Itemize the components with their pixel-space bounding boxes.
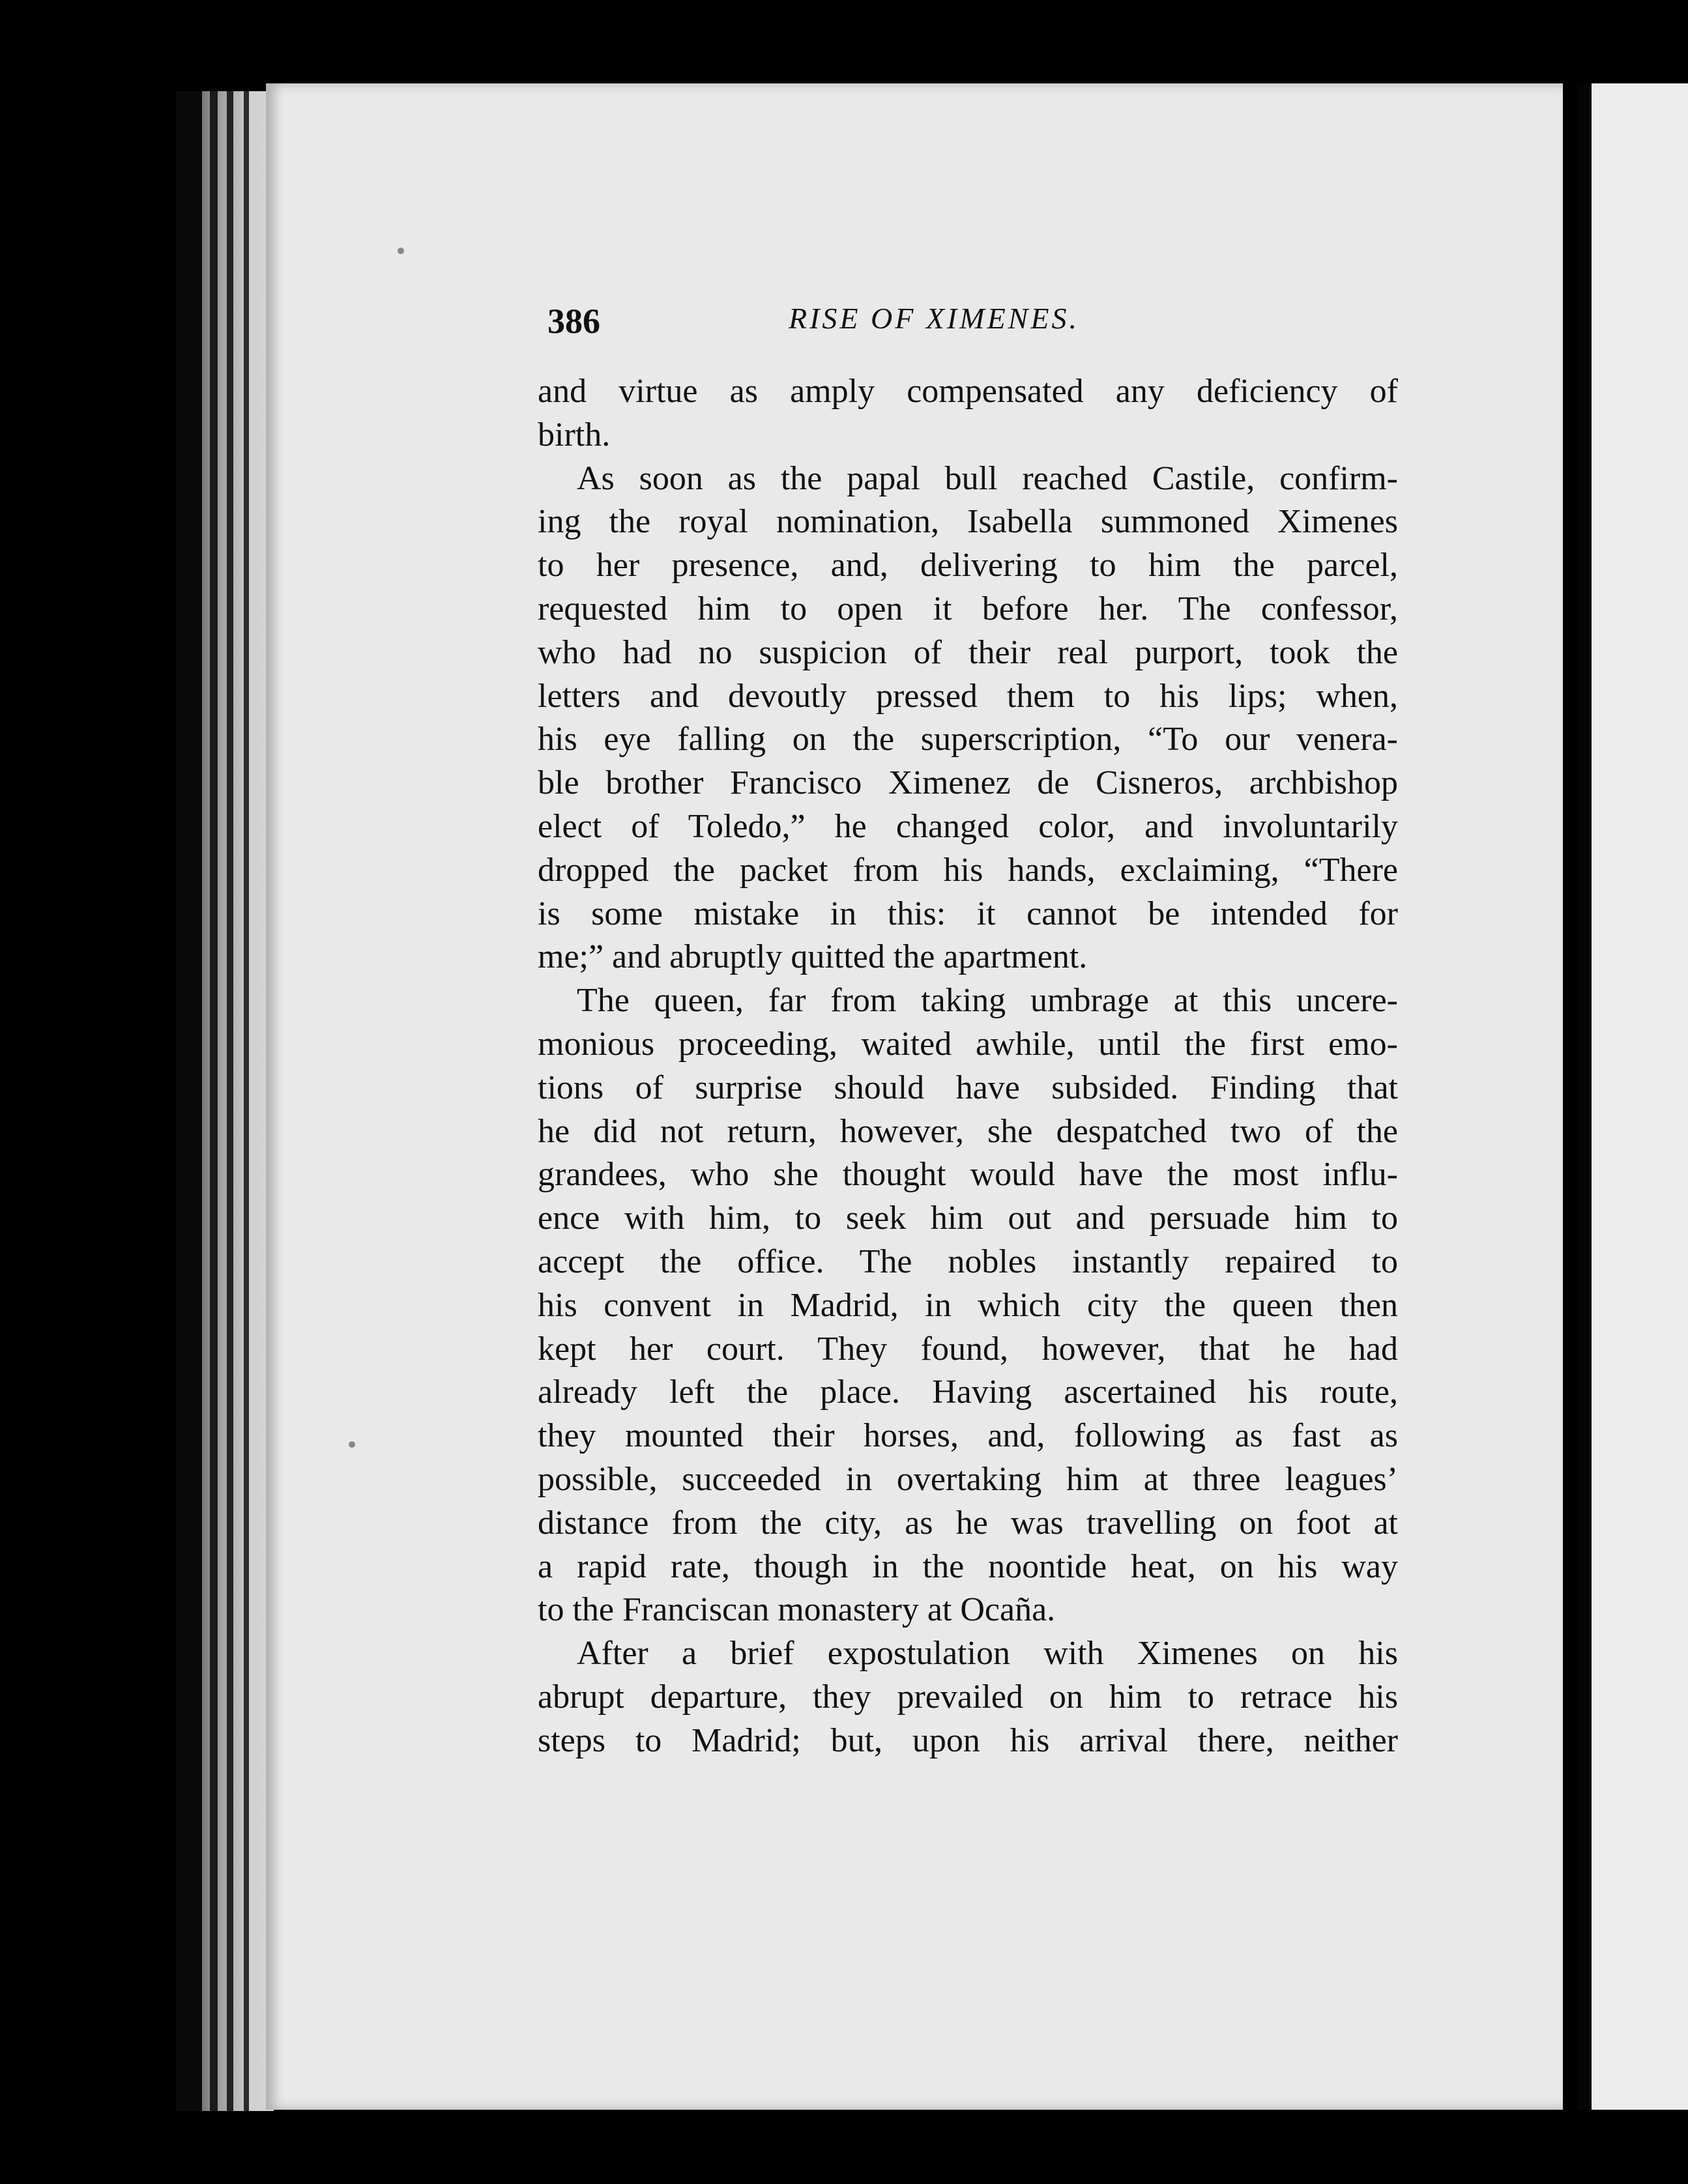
text-line: birth. xyxy=(538,416,611,453)
text-line: steps to Madrid; but, upon his arrival there, neither xyxy=(538,1721,1398,1759)
text-line: and virtue as amply compensated any deficiency of xyxy=(538,373,1398,410)
text-line: his convent in Madrid, in which city the queen then xyxy=(538,1286,1398,1324)
text-line: already left the place. Having ascertained his route, xyxy=(538,1373,1398,1411)
text-line: grandees, who she thought would have the most influ- xyxy=(538,1156,1398,1194)
facing-page-edge xyxy=(1577,83,1688,2110)
text-line: monious proceeding, waited awhile, until the first emo- xyxy=(538,1025,1398,1063)
text-line: to the Franciscan monastery at Ocaña. xyxy=(538,1591,1056,1629)
text-line: ing the royal nomination, Isabella summoned Ximenes xyxy=(538,503,1398,541)
text-line: a rapid rate, though in the noontide heat, on his way xyxy=(538,1547,1398,1585)
page-number: 386 xyxy=(547,302,600,341)
text-line: dropped the packet from his hands, exclaiming, “There xyxy=(538,851,1398,889)
text-line: abrupt departure, they prevailed on him to retrace his xyxy=(538,1678,1398,1716)
text-line: requested him to open it before her. The confessor, xyxy=(538,590,1398,627)
text-line: possible, succeeded in overtaking him at three leagues’ xyxy=(538,1460,1398,1498)
text-line: is some mistake in this: it cannot be intended for xyxy=(538,895,1398,932)
text-line: they mounted their horses, and, following as fast as xyxy=(538,1417,1398,1455)
text-line: ence with him, to seek him out and persuade him to xyxy=(538,1200,1398,1237)
text-line: tions of surprise should have subsided. Finding that xyxy=(538,1069,1398,1106)
text-line: to her presence, and, delivering to him the parcel, xyxy=(538,547,1398,584)
text-line: As soon as the papal bull reached Castile, confirm- xyxy=(577,459,1398,497)
text-line: elect of Toledo,” he changed color, and involuntarily xyxy=(538,807,1398,845)
chapter-title: RISE OF XIMENES. xyxy=(789,302,1079,335)
text-line: distance from the city, as he was travelling on foot at xyxy=(538,1504,1398,1542)
text-line: kept her court. They found, however, that he had xyxy=(538,1330,1398,1368)
text-line: ble brother Francisco Ximenez de Cisneros, archbishop xyxy=(538,764,1398,802)
text-line: he did not return, however, she despatched two of the xyxy=(538,1112,1398,1150)
text-line: After a brief expostulation with Ximenes on his xyxy=(577,1635,1398,1673)
body-text xyxy=(538,370,1398,1763)
text-line: letters and devoutly pressed them to his lips; when, xyxy=(538,677,1398,715)
text-line: The queen, far from taking umbrage at this uncere- xyxy=(577,982,1398,1020)
scan-speck xyxy=(398,248,404,254)
scan-speck xyxy=(349,1441,355,1448)
text-line: his eye falling on the superscription, “To our venera- xyxy=(538,721,1398,758)
text-line: accept the office. The nobles instantly repaired to xyxy=(538,1243,1398,1280)
book-page-edges xyxy=(176,91,274,2111)
text-line: me;” and abruptly quitted the apartment. xyxy=(538,938,1088,976)
running-head xyxy=(547,293,1414,352)
text-line: who had no suspicion of their real purport, took the xyxy=(538,633,1398,671)
